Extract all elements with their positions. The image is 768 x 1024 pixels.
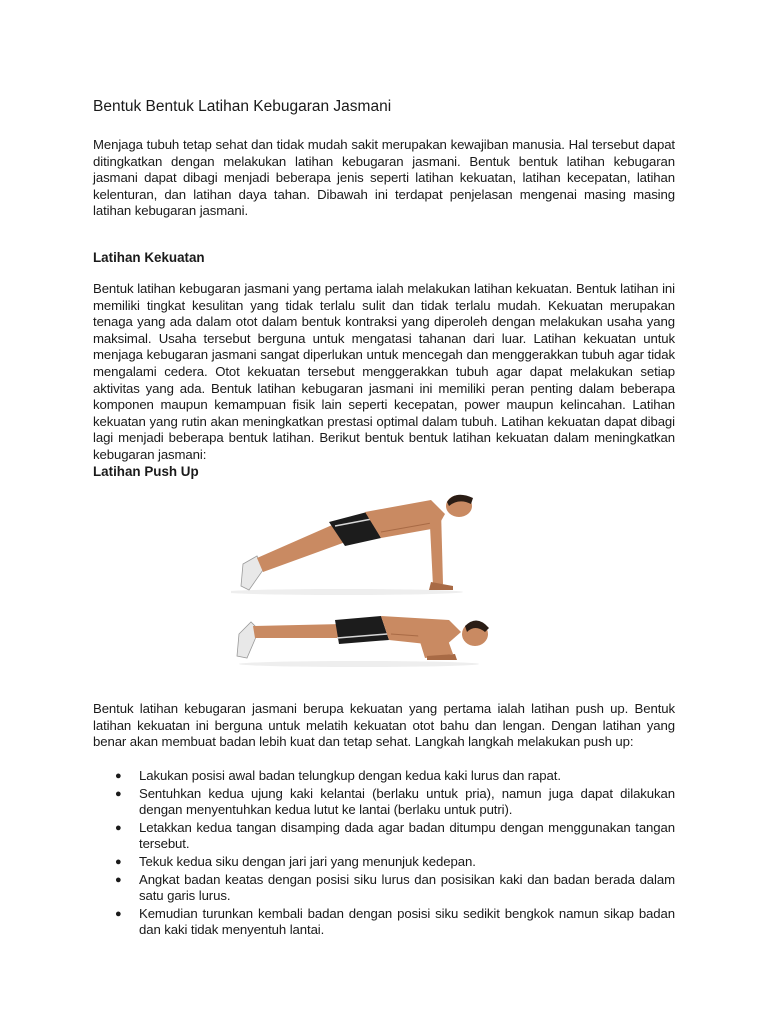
bullet-icon: ● bbox=[115, 787, 122, 800]
pushup-down-figure bbox=[237, 616, 489, 667]
page-title: Bentuk Bentuk Latihan Kebugaran Jasmani bbox=[93, 98, 392, 115]
pushup-steps-list bbox=[93, 768, 675, 940]
bullet-icon: ● bbox=[115, 907, 122, 920]
pushup-illustration bbox=[231, 492, 501, 674]
bullet-icon: ● bbox=[115, 873, 122, 886]
list-item: ● Angkat badan keatas dengan posisi siku lurus dan posisikan kaki dan badan berada dalam satu garis lurus. bbox=[115, 871, 675, 904]
section-heading-kekuatan: Latihan Kekuatan bbox=[93, 250, 205, 265]
list-item: ● Letakkan kedua tangan disamping dada agar badan ditumpu dengan menggunakan tangan tersebut. bbox=[115, 819, 675, 852]
list-item: ● Kemudian turunkan kembali badan dengan posisi siku sedikit bengkok namun sikap badan dan kaki tidak menyentuh lantai. bbox=[115, 905, 675, 938]
list-item: ● Tekuk kedua siku dengan jari jari yang menunjuk kedepan. bbox=[115, 853, 476, 869]
pushup-up-figure bbox=[231, 495, 473, 595]
bullet-icon: ● bbox=[115, 770, 122, 782]
bullet-icon: ● bbox=[115, 821, 122, 834]
section-heading-pushup: Latihan Push Up bbox=[93, 464, 199, 479]
intro-paragraph: Menjaga tubuh tetap sehat dan tidak mudah sakit merupakan kewajiban manusia. Hal tersebut dapat ditingkatkan dengan melakukan latihan kebugaran jasmani. Bentuk bentuk latihan kebugaran jasmani dapat dibagi menjadi beberapa jenis seperti latihan kekuatan, latihan kecepatan, latihan kelenturan, dan latihan daya tahan. Dibawah ini terdapat penjelasan mengenai masing masing latihan kebugaran jasmani. bbox=[93, 137, 675, 219]
pushup-paragraph: Bentuk latihan kebugaran jasmani berupa kekuatan yang pertama ialah latihan push up. Bentuk latihan kekuatan ini berguna untuk melatih kekuatan otot bahu dan lengan. Dengan latihan yang benar akan membuat badan lebih kuat dan tetap sehat. Langkah langkah melakukan push up: bbox=[93, 701, 675, 750]
bullet-icon: ● bbox=[115, 855, 122, 868]
list-item: ● Lakukan posisi awal badan telungkup dengan kedua kaki lurus dan rapat. bbox=[115, 768, 561, 783]
list-item: ● Sentuhkan kedua ujung kaki kelantai (berlaku untuk pria), namun juga dapat dilakukan dengan menyentuhkan kedua lutut ke lantai (berlaku untuk putri). bbox=[115, 785, 675, 818]
kekuatan-paragraph: Bentuk latihan kebugaran jasmani yang pertama ialah melakukan latihan kekuatan. Bentuk latihan ini memiliki tingkat kesulitan yang tidak terlalu sulit dan tidak terlalu mudah. Kekuatan merupakan tenaga yang ada dalam otot dalam bentuk kontraksi yang diperoleh dengan melakukan usaha yang maksimal. Usaha tersebut berguna untuk mengatasi tahanan dari luar. Latihan kekuatan untuk menjaga kebugaran jasmani sangat diperlukan untuk mencegah dan menggerakkan tubuh agar tidak mengalami cedera. Otot kekuatan tersebut menggerakkan tubuh agar dapat melakukan setiap aktivitas yang ada. Bentuk latihan kebugaran jasmani ini memiliki peran penting dalam beberapa komponen maupun kemampuan fisik lain seperti kecepatan, power maupun kelincahan. Latihan kekuatan yang rutin akan meningkatkan prestasi optimal dalam tubuh. Latihan kekuatan dapat dibagi lagi menjadi beberapa bentuk latihan. Berikut bentuk bentuk latihan kekuatan dalam meningkatkan kebugaran jasmani: bbox=[93, 281, 675, 462]
